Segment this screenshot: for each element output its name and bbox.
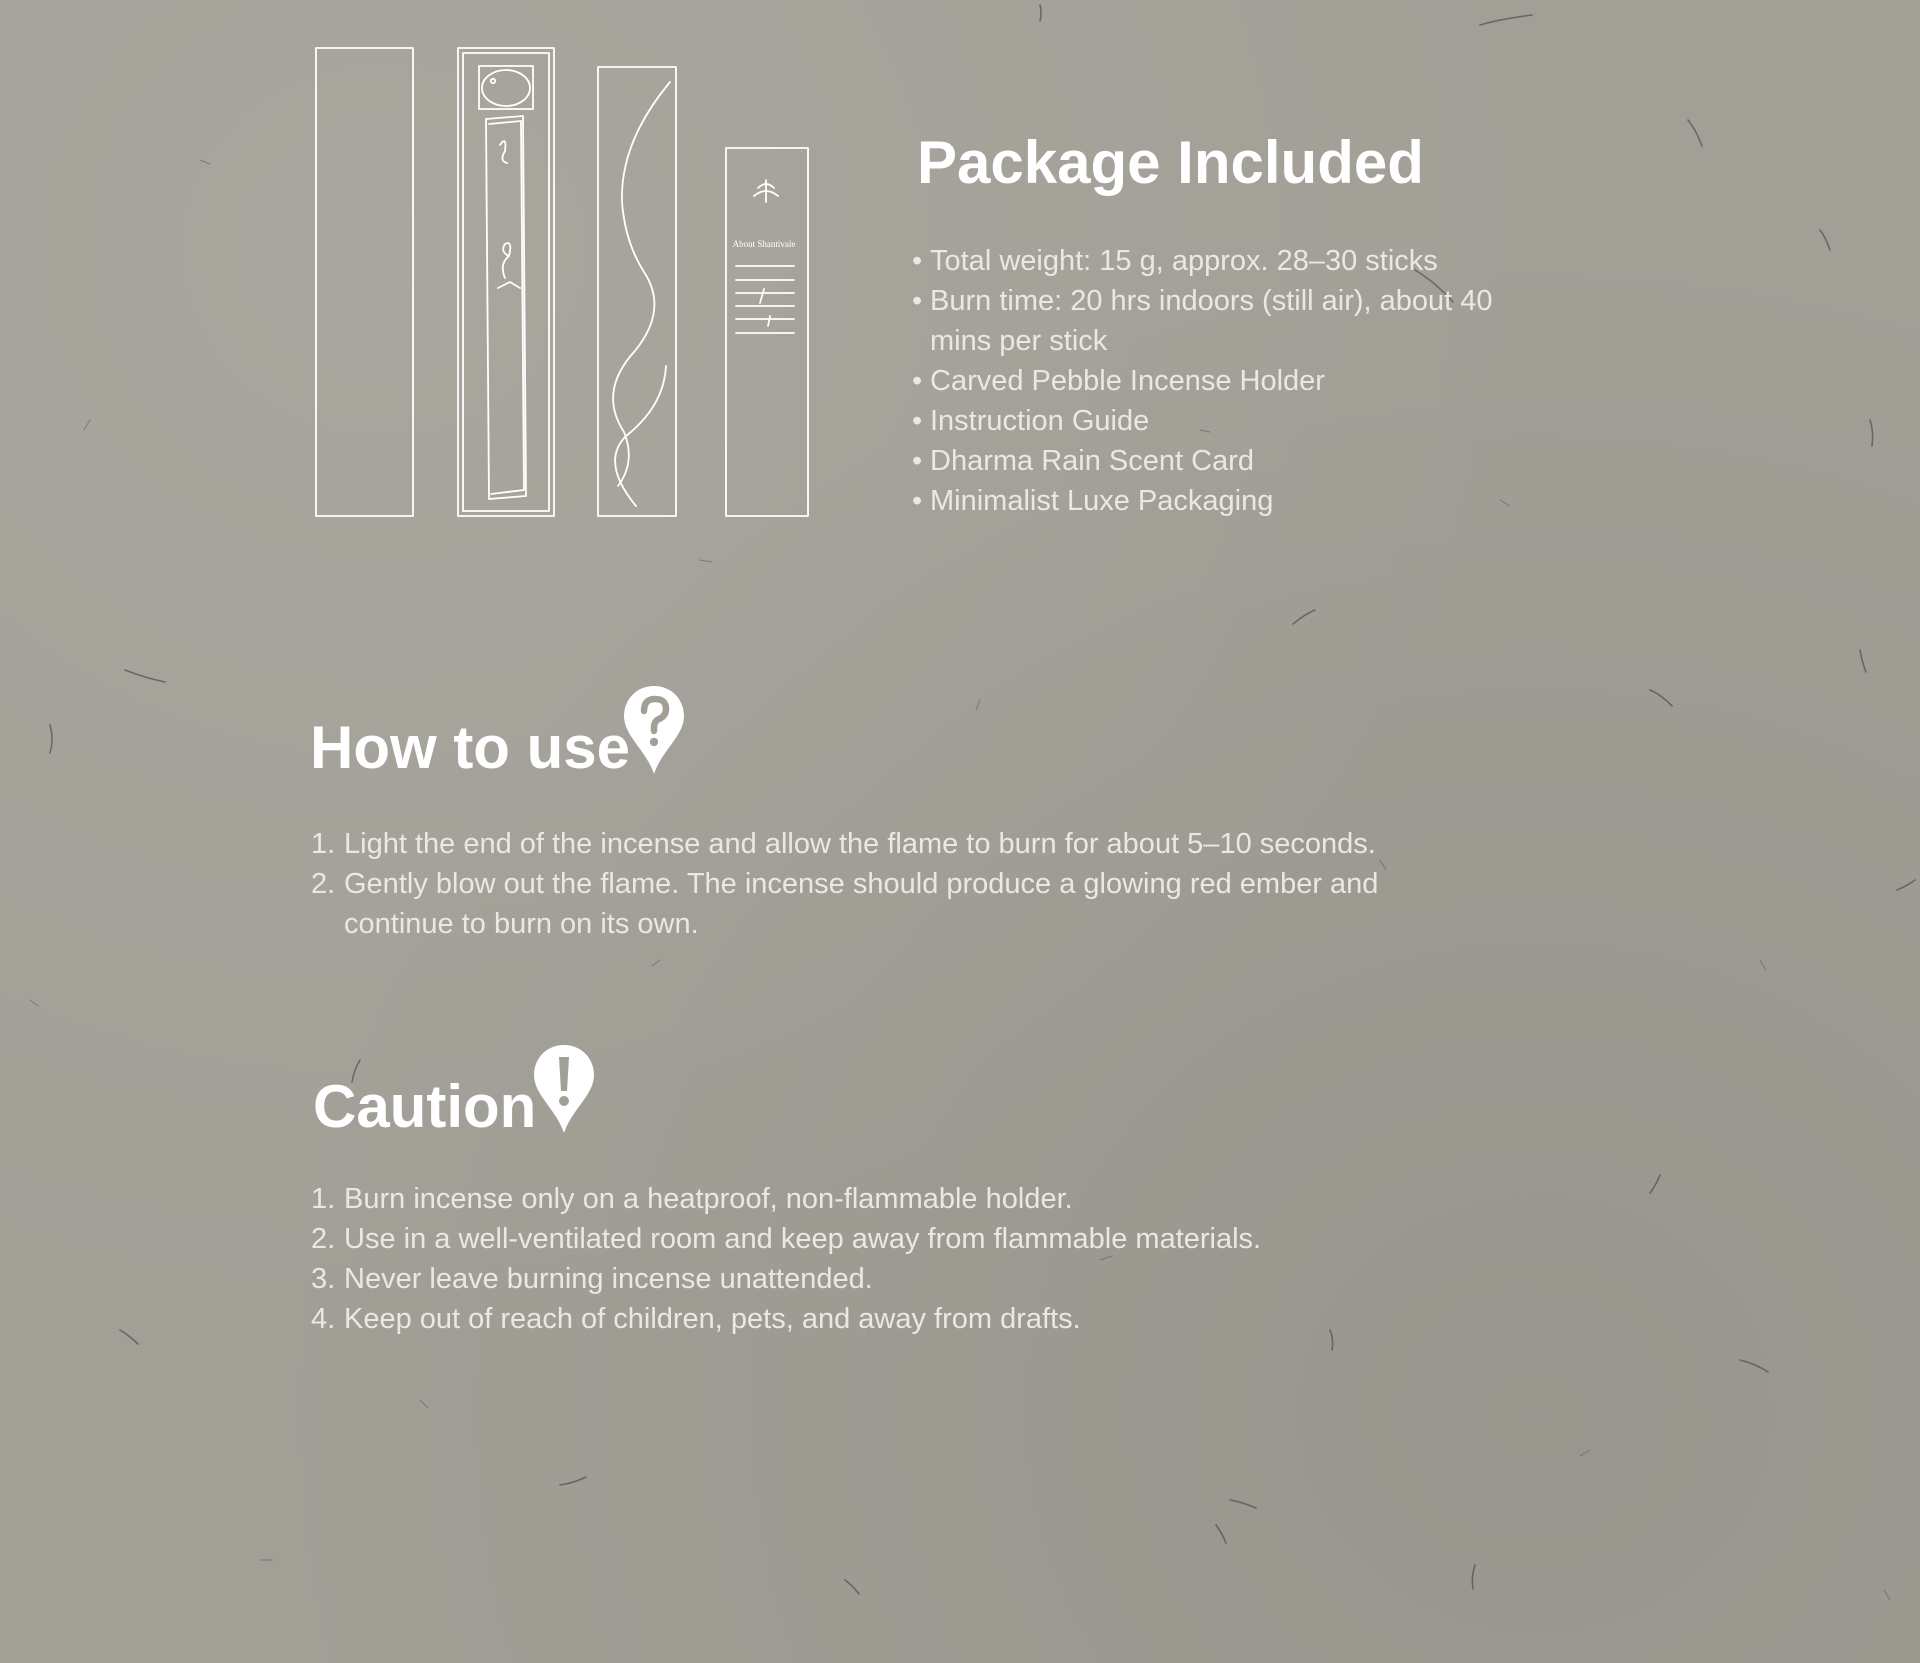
list-item-text: Never leave burning incense unattended.	[344, 1263, 873, 1295]
list-item	[311, 1219, 1461, 1259]
bullet: •	[912, 245, 923, 277]
list-item	[912, 481, 1532, 521]
list-item-text: Gently blow out the flame. The incense should produce a glowing red ember and continue to burn on its own.	[344, 868, 1379, 940]
list-item-text: Carved Pebble Incense Holder	[930, 365, 1325, 397]
list-item-text: Minimalist Luxe Packaging	[930, 485, 1274, 517]
list-item-text: Total weight: 15 g, approx. 28–30 sticks	[930, 245, 1438, 277]
list-item-text: Burn time: 20 hrs indoors (still air), about 40 mins per stick	[930, 285, 1493, 357]
list-item	[912, 441, 1532, 481]
item-number: 1.	[311, 1183, 336, 1215]
list-item	[311, 1259, 1461, 1299]
exclamation-pin-icon	[532, 1043, 596, 1135]
list-item	[311, 824, 1461, 864]
how-to-use-steps	[311, 824, 1461, 944]
item-number: 3.	[311, 1263, 336, 1295]
list-item	[912, 361, 1532, 401]
package-list	[912, 241, 1532, 521]
packaging-illustration	[310, 45, 820, 520]
item-number: 2.	[311, 1223, 336, 1255]
step-number: 2.	[311, 868, 336, 900]
wavy-insert-icon	[598, 67, 676, 516]
incense-tray-icon	[458, 48, 554, 516]
scent-card-icon	[726, 148, 808, 516]
list-item	[912, 401, 1532, 441]
list-item	[912, 241, 1532, 281]
item-number: 4.	[311, 1303, 336, 1335]
how-to-use-title: How to use	[310, 714, 631, 781]
bullet: •	[912, 445, 923, 477]
box-sleeve-icon	[316, 48, 413, 516]
list-item-text: Burn incense only on a heatproof, non-flammable holder.	[344, 1183, 1073, 1215]
bullet: •	[912, 485, 923, 517]
question-pin-icon	[622, 684, 686, 776]
caution-list	[311, 1179, 1461, 1339]
list-item-text: Instruction Guide	[930, 405, 1150, 437]
list-item-text: Dharma Rain Scent Card	[930, 445, 1254, 477]
list-item	[311, 1299, 1461, 1339]
list-item	[311, 1179, 1461, 1219]
list-item-text: Light the end of the incense and allow the flame to burn for about 5–10 seconds.	[344, 828, 1376, 860]
list-item	[912, 281, 1532, 361]
caution-title: Caution	[313, 1073, 537, 1140]
list-item-text: Use in a well-ventilated room and keep away from flammable materials.	[344, 1223, 1262, 1255]
bullet: •	[912, 285, 923, 317]
bullet: •	[912, 365, 923, 397]
package-title: Package Included	[917, 129, 1424, 196]
list-item-text: Keep out of reach of children, pets, and away from drafts.	[344, 1303, 1081, 1335]
scent-card-label: About Shantivale	[732, 239, 796, 249]
bullet: •	[912, 405, 923, 437]
step-number: 1.	[311, 828, 336, 860]
list-item	[311, 864, 1461, 944]
